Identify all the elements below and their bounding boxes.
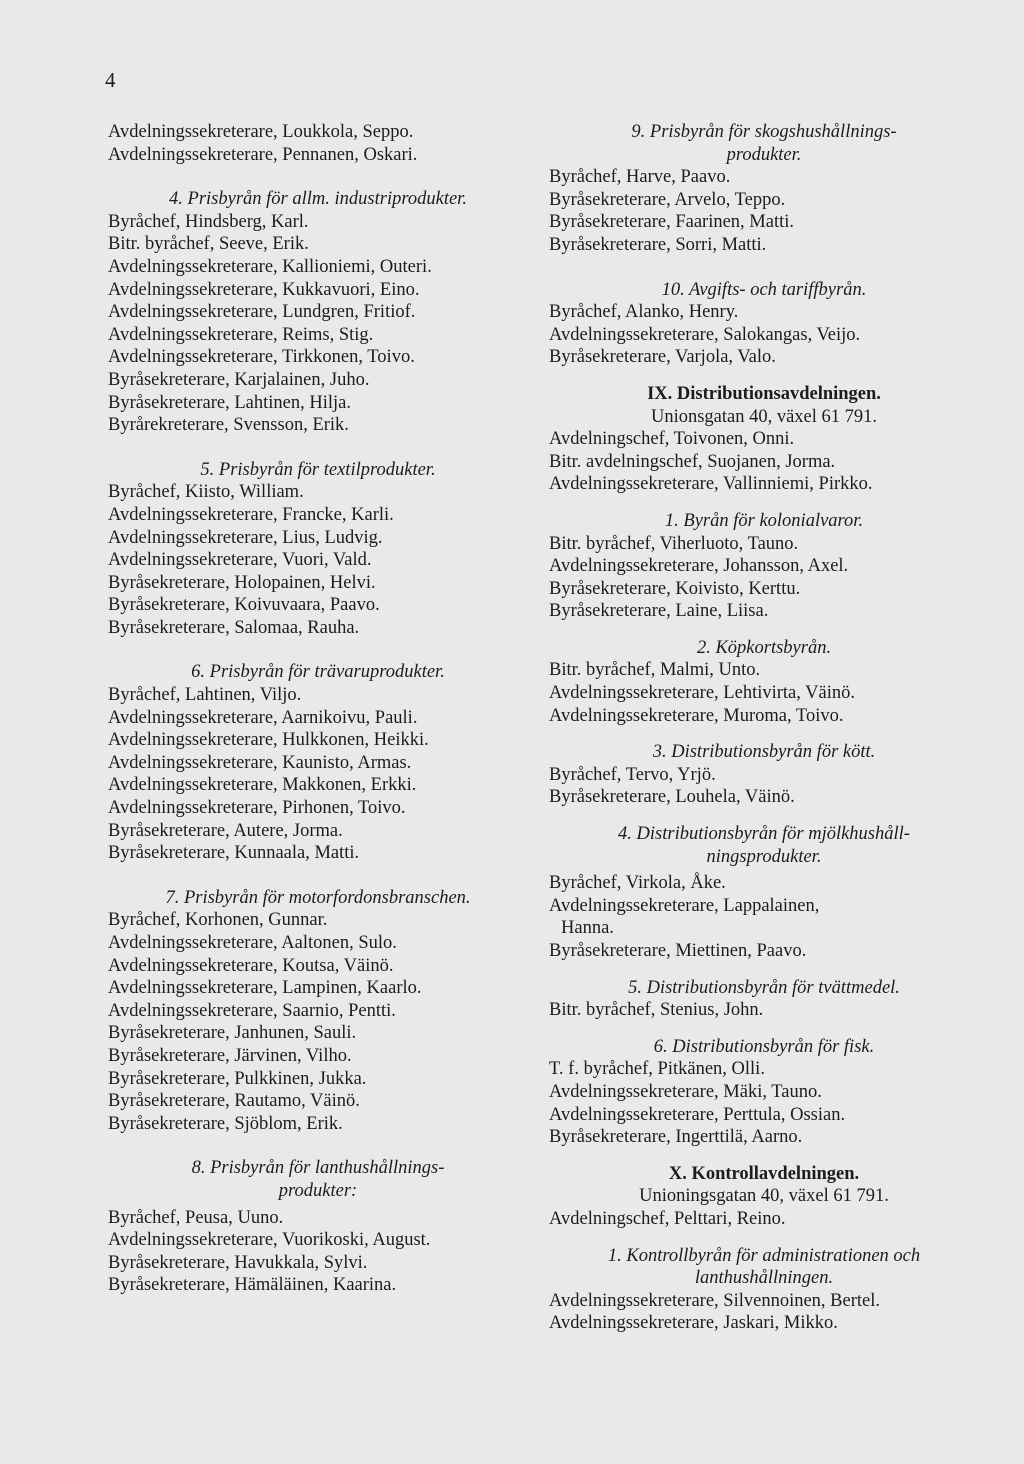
staff-entry: Byråsekreterare, Kunnaala, Matti. <box>108 843 360 864</box>
page-number: 4 <box>105 68 116 92</box>
section-heading: 4. Prisbyrån för allm. industriprodukter. <box>169 189 467 210</box>
section-heading: 10. Avgifts- och tariffbyrån. <box>661 279 867 300</box>
staff-entry: Byråsekreterare, Janhunen, Sauli. <box>108 1023 357 1044</box>
staff-entry: Avdelningssekreterare, Reims, Stig. <box>108 324 374 345</box>
staff-entry: Avdelningssekreterare, Hulkkonen, Heikki. <box>108 730 429 751</box>
section-heading: produkter: <box>278 1180 358 1201</box>
department-title: IX. Distributionsavdelningen. <box>647 383 881 404</box>
staff-entry: Byråchef, Kiisto, William. <box>108 482 304 503</box>
staff-entry: Bitr. byråchef, Malmi, Unto. <box>549 660 761 681</box>
section-heading: 3. Distributionsbyrån för kött. <box>652 742 876 763</box>
section-heading: 1. Kontrollbyrån för administrationen och <box>607 1245 921 1266</box>
staff-entry: Avdelningssekreterare, Loukkola, Seppo. <box>108 122 414 142</box>
staff-entry: Avdelningssekreterare, Koutsa, Väinö. <box>108 955 394 976</box>
staff-entry: Byråsekreterare, Koivuvaara, Paavo. <box>108 595 380 616</box>
right-column <box>549 121 979 1335</box>
department-address: Unionsgatan 40, växel 61 791. <box>650 406 878 427</box>
staff-entry: Byråsekreterare, Sorri, Matti. <box>549 234 767 255</box>
staff-entry: Byråchef, Hindsberg, Karl. <box>108 211 309 232</box>
staff-entry: Avdelningssekreterare, Muroma, Toivo. <box>549 705 844 726</box>
staff-entry: Byråsekreterare, Karjalainen, Juho. <box>108 369 370 390</box>
staff-entry: Byråchef, Harve, Paavo. <box>549 167 731 188</box>
staff-entry: Byråsekreterare, Havukkala, Sylvi. <box>108 1252 368 1273</box>
staff-entry: Byråsekreterare, Ingerttilä, Aarno. <box>549 1127 803 1148</box>
staff-entry: Byråsekreterare, Faarinen, Matti. <box>549 212 795 233</box>
staff-entry: Byråchef, Virkola, Åke. <box>549 873 726 894</box>
staff-entry: Byråsekreterare, Hämäläinen, Kaarina. <box>108 1275 397 1296</box>
section-heading: 6. Distributionsbyrån för fisk. <box>653 1036 875 1057</box>
staff-entry: Byråsekreterare, Arvelo, Teppo. <box>549 189 786 210</box>
staff-entry: Avdelningssekreterare, Perttula, Ossian. <box>549 1104 846 1125</box>
staff-entry: Byråsekreterare, Rautamo, Väinö. <box>108 1091 360 1112</box>
section-heading: 9. Prisbyrån för skogshushållnings- <box>631 122 897 142</box>
section-heading: 6. Prisbyrån för trävaruprodukter. <box>191 662 445 683</box>
staff-entry: Avdelningssekreterare, Tirkkonen, Toivo. <box>108 347 415 368</box>
section-heading: 2. Köpkortsbyrån. <box>696 637 832 658</box>
staff-entry: Byråchef, Peusa, Uuno. <box>108 1207 284 1228</box>
staff-entry: Avdelningssekreterare, Aaltonen, Sulo. <box>108 933 397 953</box>
staff-entry: Byråsekreterare, Miettinen, Paavo. <box>549 941 807 961</box>
staff-entry: Avdelningschef, Pelttari, Reino. <box>549 1208 786 1229</box>
staff-entry: Avdelningssekreterare, Aarnikoivu, Pauli. <box>108 707 418 728</box>
section-heading: lanthushållningen. <box>694 1268 834 1289</box>
staff-entry: Avdelningssekreterare, Makkonen, Erkki. <box>108 775 417 796</box>
staff-entry: Byråsekreterare, Lahtinen, Hilja. <box>108 392 351 413</box>
staff-entry: Bitr. avdelningschef, Suojanen, Jorma. <box>549 451 836 472</box>
staff-entry: Byråsekreterare, Sjöblom, Erik. <box>108 1113 343 1134</box>
staff-entry: Byråchef, Korhonen, Gunnar. <box>108 910 328 931</box>
section-heading: 5. Prisbyrån för textilprodukter. <box>200 459 436 480</box>
staff-entry: Byråsekreterare, Autere, Jorma. <box>108 820 343 841</box>
staff-entry: Byråchef, Lahtinen, Viljo. <box>108 685 302 706</box>
staff-entry: Byråsekreterare, Pulkkinen, Jukka. <box>108 1068 367 1089</box>
staff-entry-continuation: Hanna. <box>561 918 614 939</box>
staff-entry: Byråsekreterare, Varjola, Valo. <box>549 347 776 368</box>
staff-entry: Avdelningssekreterare, Johansson, Axel. <box>549 556 849 577</box>
staff-entry: Byråchef, Tervo, Yrjö. <box>549 764 716 785</box>
section-heading: 4. Distributionsbyrån för mjölkhushåll- <box>618 824 910 845</box>
staff-entry: Avdelningssekreterare, Salokangas, Veijo. <box>549 324 861 345</box>
department-address: Unioningsgatan 40, växel 61 791. <box>639 1186 889 1207</box>
section-heading: produkter. <box>726 144 802 165</box>
staff-entry: Avdelningssekreterare, Kallioniemi, Outeri. <box>108 256 432 277</box>
staff-entry: Bitr. byråchef, Seeve, Erik. <box>108 234 309 255</box>
staff-entry: Avdelningssekreterare, Pennanen, Oskari. <box>108 144 418 165</box>
staff-entry: Byråsekreterare, Järvinen, Vilho. <box>108 1045 352 1066</box>
staff-entry: Avdelningssekreterare, Silvennoinen, Bertel. <box>549 1290 881 1311</box>
staff-entry: T. f. byråchef, Pitkänen, Olli. <box>549 1059 765 1080</box>
section-heading: 1. Byrån för kolonialvaror. <box>664 510 864 531</box>
staff-entry: Avdelningssekreterare, Vuori, Vald. <box>108 550 372 571</box>
staff-entry: Byråsekreterare, Koivisto, Kerttu. <box>549 578 801 599</box>
staff-entry: Avdelningssekreterare, Mäki, Tauno. <box>549 1081 822 1102</box>
staff-entry: Avdelningssekreterare, Lappalainen, <box>549 895 820 916</box>
left-column <box>108 121 528 1297</box>
staff-entry: Avdelningssekreterare, Francke, Karli. <box>108 504 394 525</box>
staff-entry: Avdelningssekreterare, Lehtivirta, Väinö. <box>549 683 855 704</box>
section-heading: ningsprodukter. <box>706 846 822 867</box>
department-title: X. Kontrollavdelningen. <box>668 1163 860 1184</box>
staff-entry: Byrårekreterare, Svensson, Erik. <box>108 415 349 436</box>
staff-entry: Byråsekreterare, Salomaa, Rauha. <box>108 617 360 638</box>
section-heading: 7. Prisbyrån för motorfordonsbranschen. <box>165 887 471 908</box>
staff-entry: Avdelningssekreterare, Lius, Ludvig. <box>108 527 383 548</box>
staff-entry: Byråsekreterare, Louhela, Väinö. <box>549 787 795 808</box>
staff-entry: Avdelningschef, Toivonen, Onni. <box>549 429 795 450</box>
section-heading: 8. Prisbyrån för lanthushållnings- <box>191 1158 445 1179</box>
staff-entry: Byråsekreterare, Laine, Liisa. <box>549 601 769 622</box>
staff-entry: Avdelningssekreterare, Saarnio, Pentti. <box>108 1000 396 1021</box>
staff-entry: Avdelningssekreterare, Vallinniemi, Pirkko. <box>549 474 873 495</box>
staff-entry: Avdelningssekreterare, Lundgren, Fritiof. <box>108 302 416 323</box>
staff-entry: Bitr. byråchef, Stenius, John. <box>549 1000 764 1021</box>
staff-entry: Avdelningssekreterare, Jaskari, Mikko. <box>549 1313 838 1334</box>
staff-entry: Avdelningssekreterare, Pirhonen, Toivo. <box>108 798 406 819</box>
staff-entry: Bitr. byråchef, Viherluoto, Tauno. <box>549 533 799 554</box>
staff-entry: Avdelningssekreterare, Kukkavuori, Eino. <box>108 279 420 300</box>
staff-entry: Byråsekreterare, Holopainen, Helvi. <box>108 572 376 593</box>
staff-entry: Avdelningssekreterare, Kaunisto, Armas. <box>108 752 412 773</box>
staff-entry: Avdelningssekreterare, Lampinen, Kaarlo. <box>108 978 422 999</box>
section-heading: 5. Distributionsbyrån för tvättmedel. <box>628 977 900 998</box>
staff-entry: Byråchef, Alanko, Henry. <box>549 302 739 323</box>
staff-entry: Avdelningssekreterare, Vuorikoski, August. <box>108 1230 431 1251</box>
